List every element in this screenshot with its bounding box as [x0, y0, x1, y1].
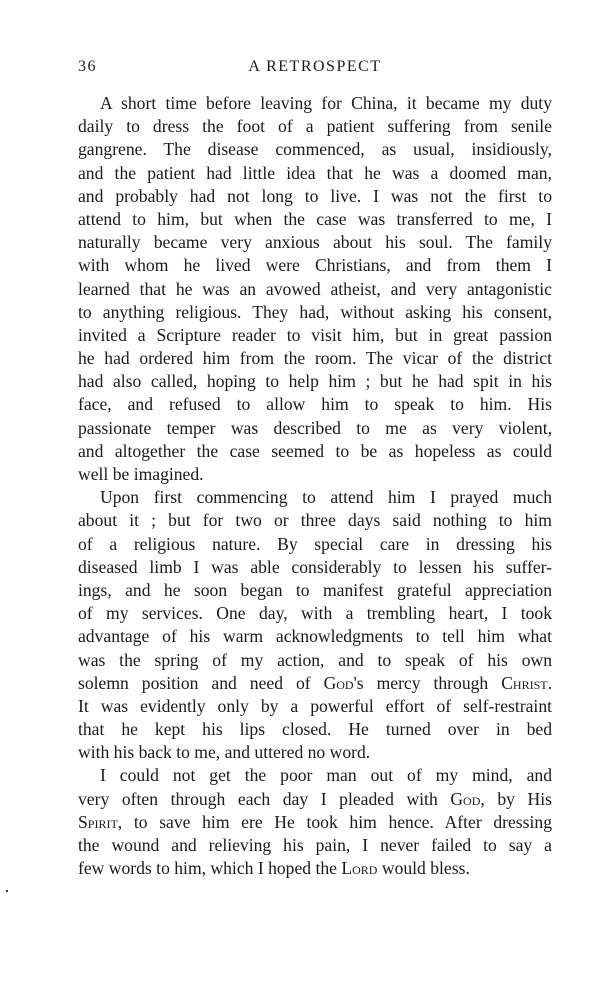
text-line: A short time before leaving for China, it became my duty: [100, 93, 552, 113]
text-line: with his back to me, and uttered no word.: [78, 742, 371, 763]
text-line: about it ; but for two or three days said nothing to him: [78, 510, 552, 531]
text-line: gangrene. The disease commenced, as usual, insidiously,: [78, 139, 552, 160]
text-line: solemn position and need of God's mercy through Christ.: [78, 672, 552, 693]
text-line: invited a Scripture reader to visit him, but in great passion: [78, 324, 552, 345]
paragraph: [78, 764, 552, 880]
text-line: I could not get the poor man out of my mind, and: [100, 765, 552, 786]
paragraph: [78, 92, 552, 486]
text-line: advantage of his warm acknowledgments to tell him what: [78, 626, 552, 647]
text-line: Upon first commencing to attend him I prayed much: [100, 487, 552, 508]
text-line: attend to him, but when the case was transferred to me, I: [78, 208, 552, 229]
text-line: learned that he was an avowed atheist, and very antagonistic: [78, 278, 552, 299]
text-line: naturally became very anxious about his soul. The family: [78, 232, 552, 253]
text-line: daily to dress the foot of a patient suffering from senile: [78, 116, 552, 137]
margin-speck: [6, 890, 8, 892]
text-line: the wound and relieving his pain, I never failed to say a: [78, 835, 552, 855]
text-line: very often through each day I pleaded with God, by His: [78, 788, 552, 809]
text-line: and altogether the case seemed to be as hopeless as could: [78, 440, 552, 461]
text-line: It was evidently only by a powerful effort of self-restraint: [78, 695, 552, 716]
page-header: [78, 58, 552, 80]
text-line: well be imagined.: [78, 464, 204, 484]
text-line: and the patient had little idea that he was a doomed man,: [78, 162, 552, 183]
text-line: with whom he lived were Christians, and from them I: [78, 255, 552, 276]
text-line: was the spring of my action, and to speak of his own: [78, 649, 552, 670]
text-line: to anything religious. They had, without asking his consent,: [78, 301, 552, 322]
text-line: of a religious nature. By special care in dressing his: [78, 533, 552, 554]
text-line: that he kept his lips closed. He turned over in bed: [78, 719, 552, 740]
paragraph: [78, 486, 552, 764]
running-head: A RETROSPECT: [248, 58, 382, 75]
text-line: diseased limb I was able considerably to lessen his suffer-: [78, 556, 552, 577]
text-line: ings, and he soon began to manifest grateful appreciation: [78, 579, 552, 600]
text-line: face, and refused to allow him to speak to him. His: [78, 394, 552, 415]
page-number: 36: [78, 58, 97, 75]
text-line: and probably had not long to live. I was not the first to: [78, 185, 552, 206]
text-line: he had ordered him from the room. The vicar of the district: [78, 348, 552, 369]
text-line: few words to him, which I hoped the Lord would bless.: [78, 858, 470, 879]
text-line: of my services. One day, with a trembling heart, I took: [78, 603, 552, 624]
body-text: [78, 92, 552, 880]
text-line: had also called, hoping to help him ; but he had spit in his: [78, 371, 552, 392]
text-line: passionate temper was described to me as very violent,: [78, 417, 552, 438]
text-line: Spirit, to save him ere He took him hence. After dressing: [78, 811, 552, 832]
